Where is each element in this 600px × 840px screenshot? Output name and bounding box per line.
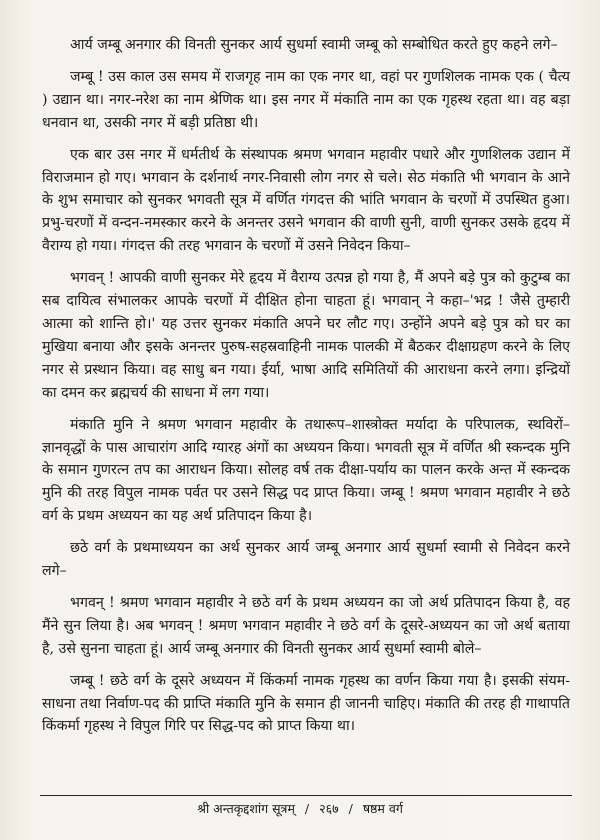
- paragraph-1: आर्य जम्बू अनगार की विनती सुनकर आर्य सुधर्मा स्वामी जम्बू को सम्बोधित करते हुए कहने लगे–: [70, 37, 558, 53]
- page-body: [42, 34, 570, 747]
- paragraph-5: मंकाति मुनि ने श्रमण भगवान महावीर के तथारूप–शास्त्रोक्त मर्यादा के परिपालक, स्थविरों–ज्ञानवृद्धों के पास आचारांग आदि ग्यारह अंगों का अध्ययन किया। भगवती सूत्र में वर्णित श्री स्कन्दक मुनि के समान गुणरत्न तप का आराधन किया। सोलह वर्ष तक दीक्षा-पर्याय का पालन करके अन्त में स्कन्दक मुनि की तरह विपुल नामक पर्वत पर उसने सिद्ध पद प्राप्त किया। जम्बू ! श्रमण भगवान महावीर ने छठे वर्ग के प्रथम अध्ययन का यह अर्थ प्रतिपादन किया है।: [42, 416, 570, 525]
- paragraph-4: भगवन् ! आपकी वाणी सुनकर मेरे हृदय में वैराग्य उत्पन्न हो गया है, मैं अपने बड़े पुत्र को कुटुम्ब का सब दायित्व संभालकर आपके चरणों में दीक्षित होना चाहता हूं। भगवान् ने कहा–'भद्र ! जैसे तुम्हारी आत्मा को शान्ति हो।' यह उत्तर सुनकर मंकाति अपने घर लौट गए। उन्होंने अपने बड़े पुत्र को घर का मुखिया बनाया और इसके अनन्तर पुरुष-सहस्रवाहिनी नामक पालकी में बैठकर दीक्षाग्रहण करने के लिए नगर से प्रस्थान किया। वह साधु बन गया। ईर्या, भाषा आदि समितियों की आराधना करने लगा। इन्द्रियों का दमन कर ब्रह्मचर्य की साधना में लग गया।: [42, 270, 570, 401]
- footer-rule: [40, 795, 572, 796]
- paragraph-3: एक बार उस नगर में धर्मतीर्थ के संस्थापक श्रमण भगवान महावीर पधारे और गुणशिलक उद्यान में विराजमान हो गए। भगवान के दर्शनार्थ नगर-निवासी लोग नगर से चले। सेठ मंकाति भी भगवान के आने के शुभ समाचार को सुनकर भगवती सूत्र में वर्णित गंगदत्त की भांति भगवान के चरणों में उपस्थित हुआ। प्रभु-चरणों में वन्दन-नमस्कार करने के अनन्तर उसने भगवान की वाणी सुनी, वाणी सुनकर उसके हृदय में वैराग्य हो गया। गंगदत्त की तरह भगवान के चरणों में उसने निवेदन किया–: [42, 146, 570, 255]
- footer-page-number: २६७: [319, 801, 339, 816]
- footer-book-title: श्री अन्तकृद्दशांग सूत्रम्: [197, 801, 295, 816]
- page-footer: [0, 800, 600, 817]
- paragraph-7: भगवन् ! श्रमण भगवान महावीर ने छठे वर्ग के प्रथम अध्ययन का जो अर्थ प्रतिपादन किया है, वह मैंने सुन लिया है। अब भगवन् ! श्रमण भगवान महावीर ने छठे वर्ग के दूसरे-अध्ययन का जो अर्थ बताया है, उसे सुनना चाहता हूं। आर्य जम्बू अनगार की विनती सुनकर आर्य सुधर्मा स्वामी बोले–: [42, 594, 570, 657]
- paragraph-6: छठे वर्ग के प्रथमाध्ययन का अर्थ सुनकर आर्य जम्बू अनगार आर्य सुधर्मा स्वामी से निवेदन करने लगे–: [42, 540, 570, 580]
- footer-separator-2: /: [348, 801, 353, 816]
- paragraph-2: जम्बू ! उस काल उस समय में राजगृह नाम का एक नगर था, वहां पर गुणशिलक नामक एक ( चैत्य ) उद्यान था। नगर-नरेश का नाम श्रेणिक था। इस नगर में मंकाति नाम का एक गृहस्थ रहता था। वह बड़ा धनवान था, उसकी नगर में बड़ी प्रतिष्ठा थी।: [42, 68, 570, 131]
- paragraph-8: जम्बू ! छठे वर्ग के दूसरे अध्ययन में किंकर्मा नामक गृहस्थ का वर्णन किया गया है। इसकी संयम-साधना तथा निर्वाण-पद की प्राप्ति मंकाति मुनि के समान ही जाननी चाहिए। मंकाति की तरह ही गाथापति किंकर्मा गृहस्थ ने विपुल गिरि पर सिद्ध-पद को प्राप्त किया था।: [42, 672, 570, 735]
- footer-section: षष्ठम वर्ग: [362, 801, 403, 816]
- footer-separator-1: /: [304, 801, 310, 816]
